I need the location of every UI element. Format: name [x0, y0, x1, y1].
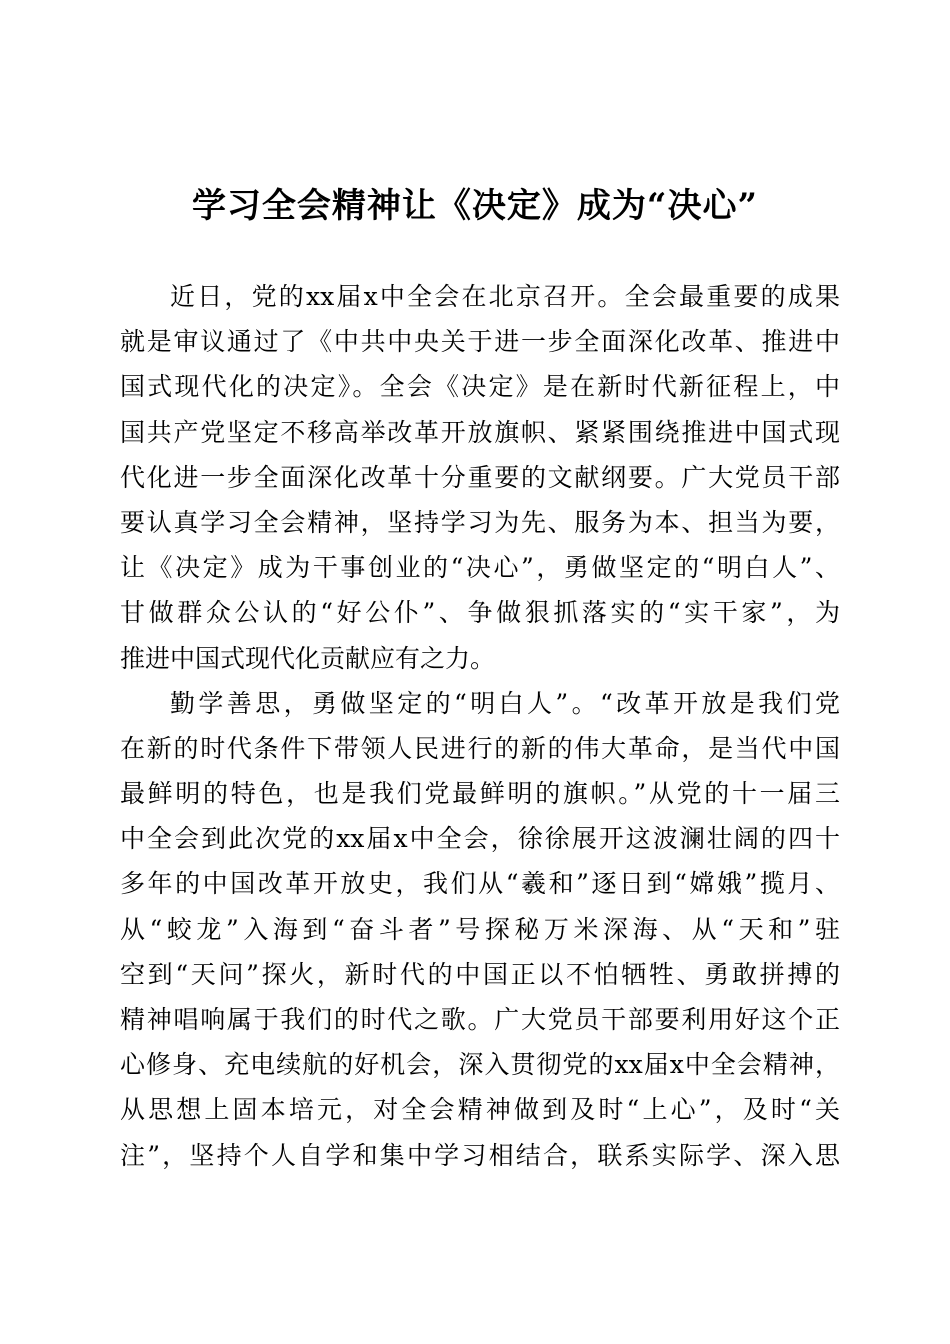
paragraph-line: 国式现代化的决定》。全会《决定》是在新时代新征程上，中 — [120, 372, 840, 402]
document-body — [120, 274, 840, 1178]
paragraph-line: 心修身、充电续航的好机会，深入贯彻党的xx届x中全会精神， — [120, 1050, 840, 1080]
paragraph-line: 空到“天问”探火，新时代的中国正以不怕牺牲、勇敢拼搏的 — [120, 959, 840, 989]
paragraph-line: 勤学善思，勇做坚定的“明白人”。“改革开放是我们党 — [170, 688, 840, 718]
paragraph-line: 在新的时代条件下带领人民进行的新的伟大革命，是当代中国 — [120, 733, 840, 763]
paragraph-line: 中全会到此次党的xx届x中全会，徐徐展开这波澜壮阔的四十 — [120, 824, 840, 854]
paragraph-line: 从思想上固本培元，对全会精神做到及时“上心”，及时“关 — [120, 1095, 840, 1125]
paragraph-line: 甘做群众公认的“好公仆”、争做狠抓落实的“实干家”，为 — [120, 598, 840, 628]
paragraph-line: 多年的中国改革开放史，我们从“羲和”逐日到“嫦娥”揽月、 — [120, 869, 840, 899]
document-title: 学习全会精神让《决定》成为“决心” — [191, 186, 759, 226]
paragraph-line: 从“蛟龙”入海到“奋斗者”号探秘万米深海、从“天和”驻 — [120, 914, 840, 944]
paragraph-line: 要认真学习全会精神，坚持学习为先、服务为本、担当为要， — [120, 507, 840, 537]
paragraph-line: 近日，党的xx届x中全会在北京召开。全会最重要的成果 — [170, 282, 840, 311]
paragraph-line: 国共产党坚定不移高举改革开放旗帜、紧紧围绕推进中国式现 — [120, 417, 840, 447]
paragraph-line: 推进中国式现代化贡献应有之力。 — [120, 643, 496, 673]
paragraph-line: 最鲜明的特色，也是我们党最鲜明的旗帜。”从党的十一届三 — [120, 779, 840, 809]
paragraph-line: 代化进一步全面深化改革十分重要的文献纲要。广大党员干部 — [120, 462, 840, 492]
paragraph-line: 让《决定》成为干事创业的“决心”，勇做坚定的“明白人”、 — [120, 553, 840, 583]
paragraph-1 — [120, 274, 840, 681]
paragraph-line: 精神唱响属于我们的时代之歌。广大党员干部要利用好这个正 — [120, 1005, 840, 1034]
paragraph-line: 就是审议通过了《中共中央关于进一步全面深化改革、推进中 — [120, 327, 840, 357]
paragraph-line: 注”，坚持个人自学和集中学习相结合，联系实际学、深入思 — [120, 1140, 840, 1170]
paragraph-2 — [120, 681, 840, 1178]
